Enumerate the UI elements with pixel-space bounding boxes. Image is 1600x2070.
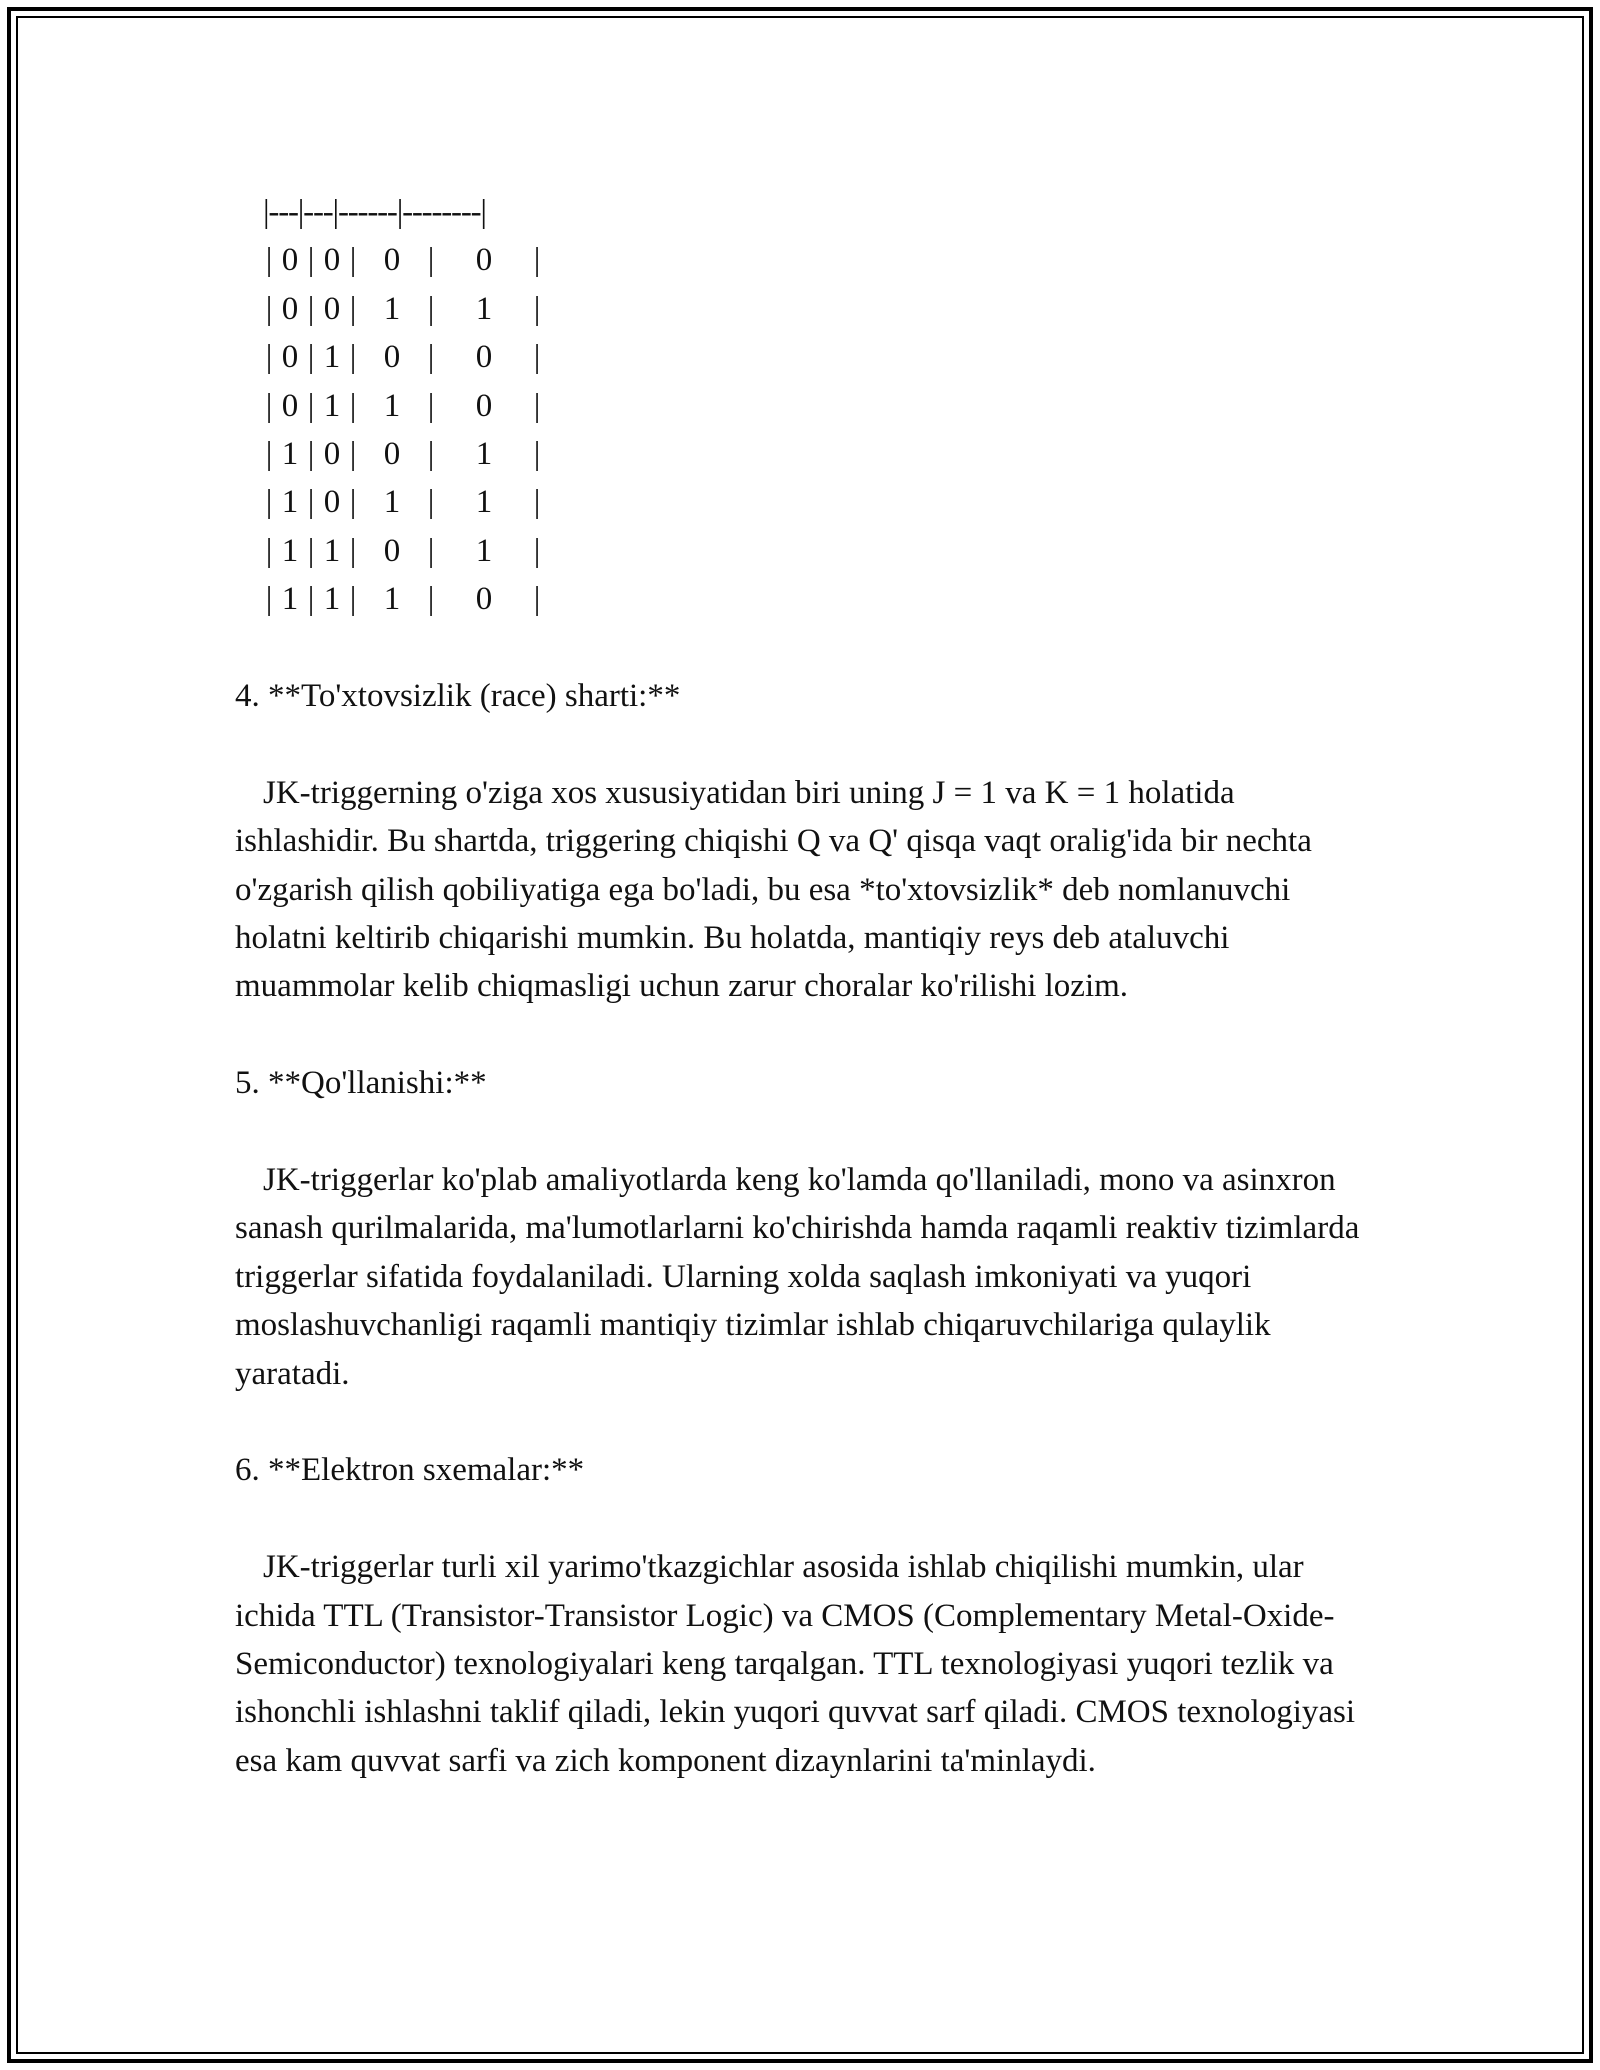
truth-table-row: | 0 | 0 | 1 | 1 | (263, 285, 1365, 333)
table-cell: 1 (323, 387, 341, 424)
table-cell: 1 (323, 581, 341, 618)
table-cell: 0 (323, 290, 341, 327)
section-paragraph-race: JK-triggerning o'ziga xos xususiyatidan biri uning J = 1 va K = 1 holatida ishlashidir. Bu shartda, triggering chiqishi Q va Q' qisqa vaqt oralig'ida bir nechta o'zgarish qilish qobiliyatiga ega bo'ladi, bu esa *to'xtovsizlik* deb nomlanuvchi holatni keltirib chiqarishi mumkin. Bu holatda, mantiqiy reys deb ataluvchi muammolar kelib chiqmasligi uchun zarur choralar ko'rilishi lozim. (235, 774, 1312, 1005)
truth-table-row: | 1 | 0 | 1 | 1 | (263, 478, 1365, 526)
section-heading-usage: 5. **Qo'llanishi:** (235, 1065, 487, 1102)
table-cell: 0 (383, 242, 401, 279)
section-paragraph-usage: JK-triggerlar ko'plab amaliyotlarda keng ko'lamda qo'llaniladi, mono va asinxron sanash qurilmalarida, ma'lumotlarlarni ko'chirishda hamda raqamli reaktiv tizimlarda triggerlar sifatida foydalaniladi. Ularning xolda saqlash imkoniyati va yuqori moslashuvchanligi raqamli mantiqiy tizimlar ishlab chiqaruvchilariga qulaylik yaratadi. (235, 1161, 1360, 1392)
table-cell: 1 (281, 532, 299, 569)
table-cell: 0 (323, 242, 341, 279)
table-cell: 1 (383, 581, 401, 618)
truth-table (235, 188, 1365, 624)
table-cell: 0 (281, 387, 299, 424)
table-cell: 1 (281, 435, 299, 472)
truth-table-row: | 0 | 0 | 0 | 0 | (263, 236, 1365, 284)
truth-table-row: | 0 | 1 | 0 | 0 | (263, 333, 1365, 381)
table-cell: 1 (383, 290, 401, 327)
table-cell: 1 (323, 532, 341, 569)
truth-table-separator: |---|---|------|--------| (263, 194, 486, 230)
section-heading-circuits: 6. **Elektron sxemalar:** (235, 1452, 585, 1489)
table-cell: 0 (281, 242, 299, 279)
table-cell: 0 (475, 387, 493, 424)
truth-table-row: | 1 | 1 | 0 | 1 | (263, 527, 1365, 575)
table-cell: 1 (475, 484, 493, 521)
table-cell: 1 (323, 339, 341, 376)
table-cell: 0 (281, 290, 299, 327)
truth-table-row: | 0 | 1 | 1 | 0 | (263, 382, 1365, 430)
table-cell: 1 (475, 290, 493, 327)
table-cell: 0 (383, 532, 401, 569)
table-cell: 0 (383, 339, 401, 376)
table-cell: 0 (475, 339, 493, 376)
table-cell: 0 (475, 242, 493, 279)
table-cell: 0 (323, 484, 341, 521)
truth-table-row: | 1 | 1 | 1 | 0 | (263, 575, 1365, 623)
section-heading-race: 4. **To'xtovsizlik (race) sharti:** (235, 677, 681, 714)
truth-table-row: | 1 | 0 | 0 | 1 | (263, 430, 1365, 478)
table-cell: 0 (475, 581, 493, 618)
document-body (235, 188, 1365, 1785)
table-cell: 1 (383, 387, 401, 424)
section-paragraph-circuits: JK-triggerlar turli xil yarimo'tkazgichlar asosida ishlab chiqilishi mumkin, ular ichida TTL (Transistor-Transistor Logic) va CMOS (Complementary Metal-Oxide-Semiconductor) texnologiyalari keng tarqalgan. TTL texnologiyasi yuqori tezlik va ishonchli ishlashni taklif qiladi, lekin yuqori quvvat sarf qiladi. CMOS texnologiyasi esa kam quvvat sarfi va zich komponent dizaynlarini ta'minlaydi. (235, 1549, 1356, 1779)
table-cell: 1 (475, 532, 493, 569)
table-cell: 0 (323, 435, 341, 472)
table-cell: 0 (281, 339, 299, 376)
table-cell: 1 (383, 484, 401, 521)
table-cell: 1 (475, 435, 493, 472)
table-cell: 1 (281, 581, 299, 618)
table-cell: 1 (281, 484, 299, 521)
table-cell: 0 (383, 435, 401, 472)
